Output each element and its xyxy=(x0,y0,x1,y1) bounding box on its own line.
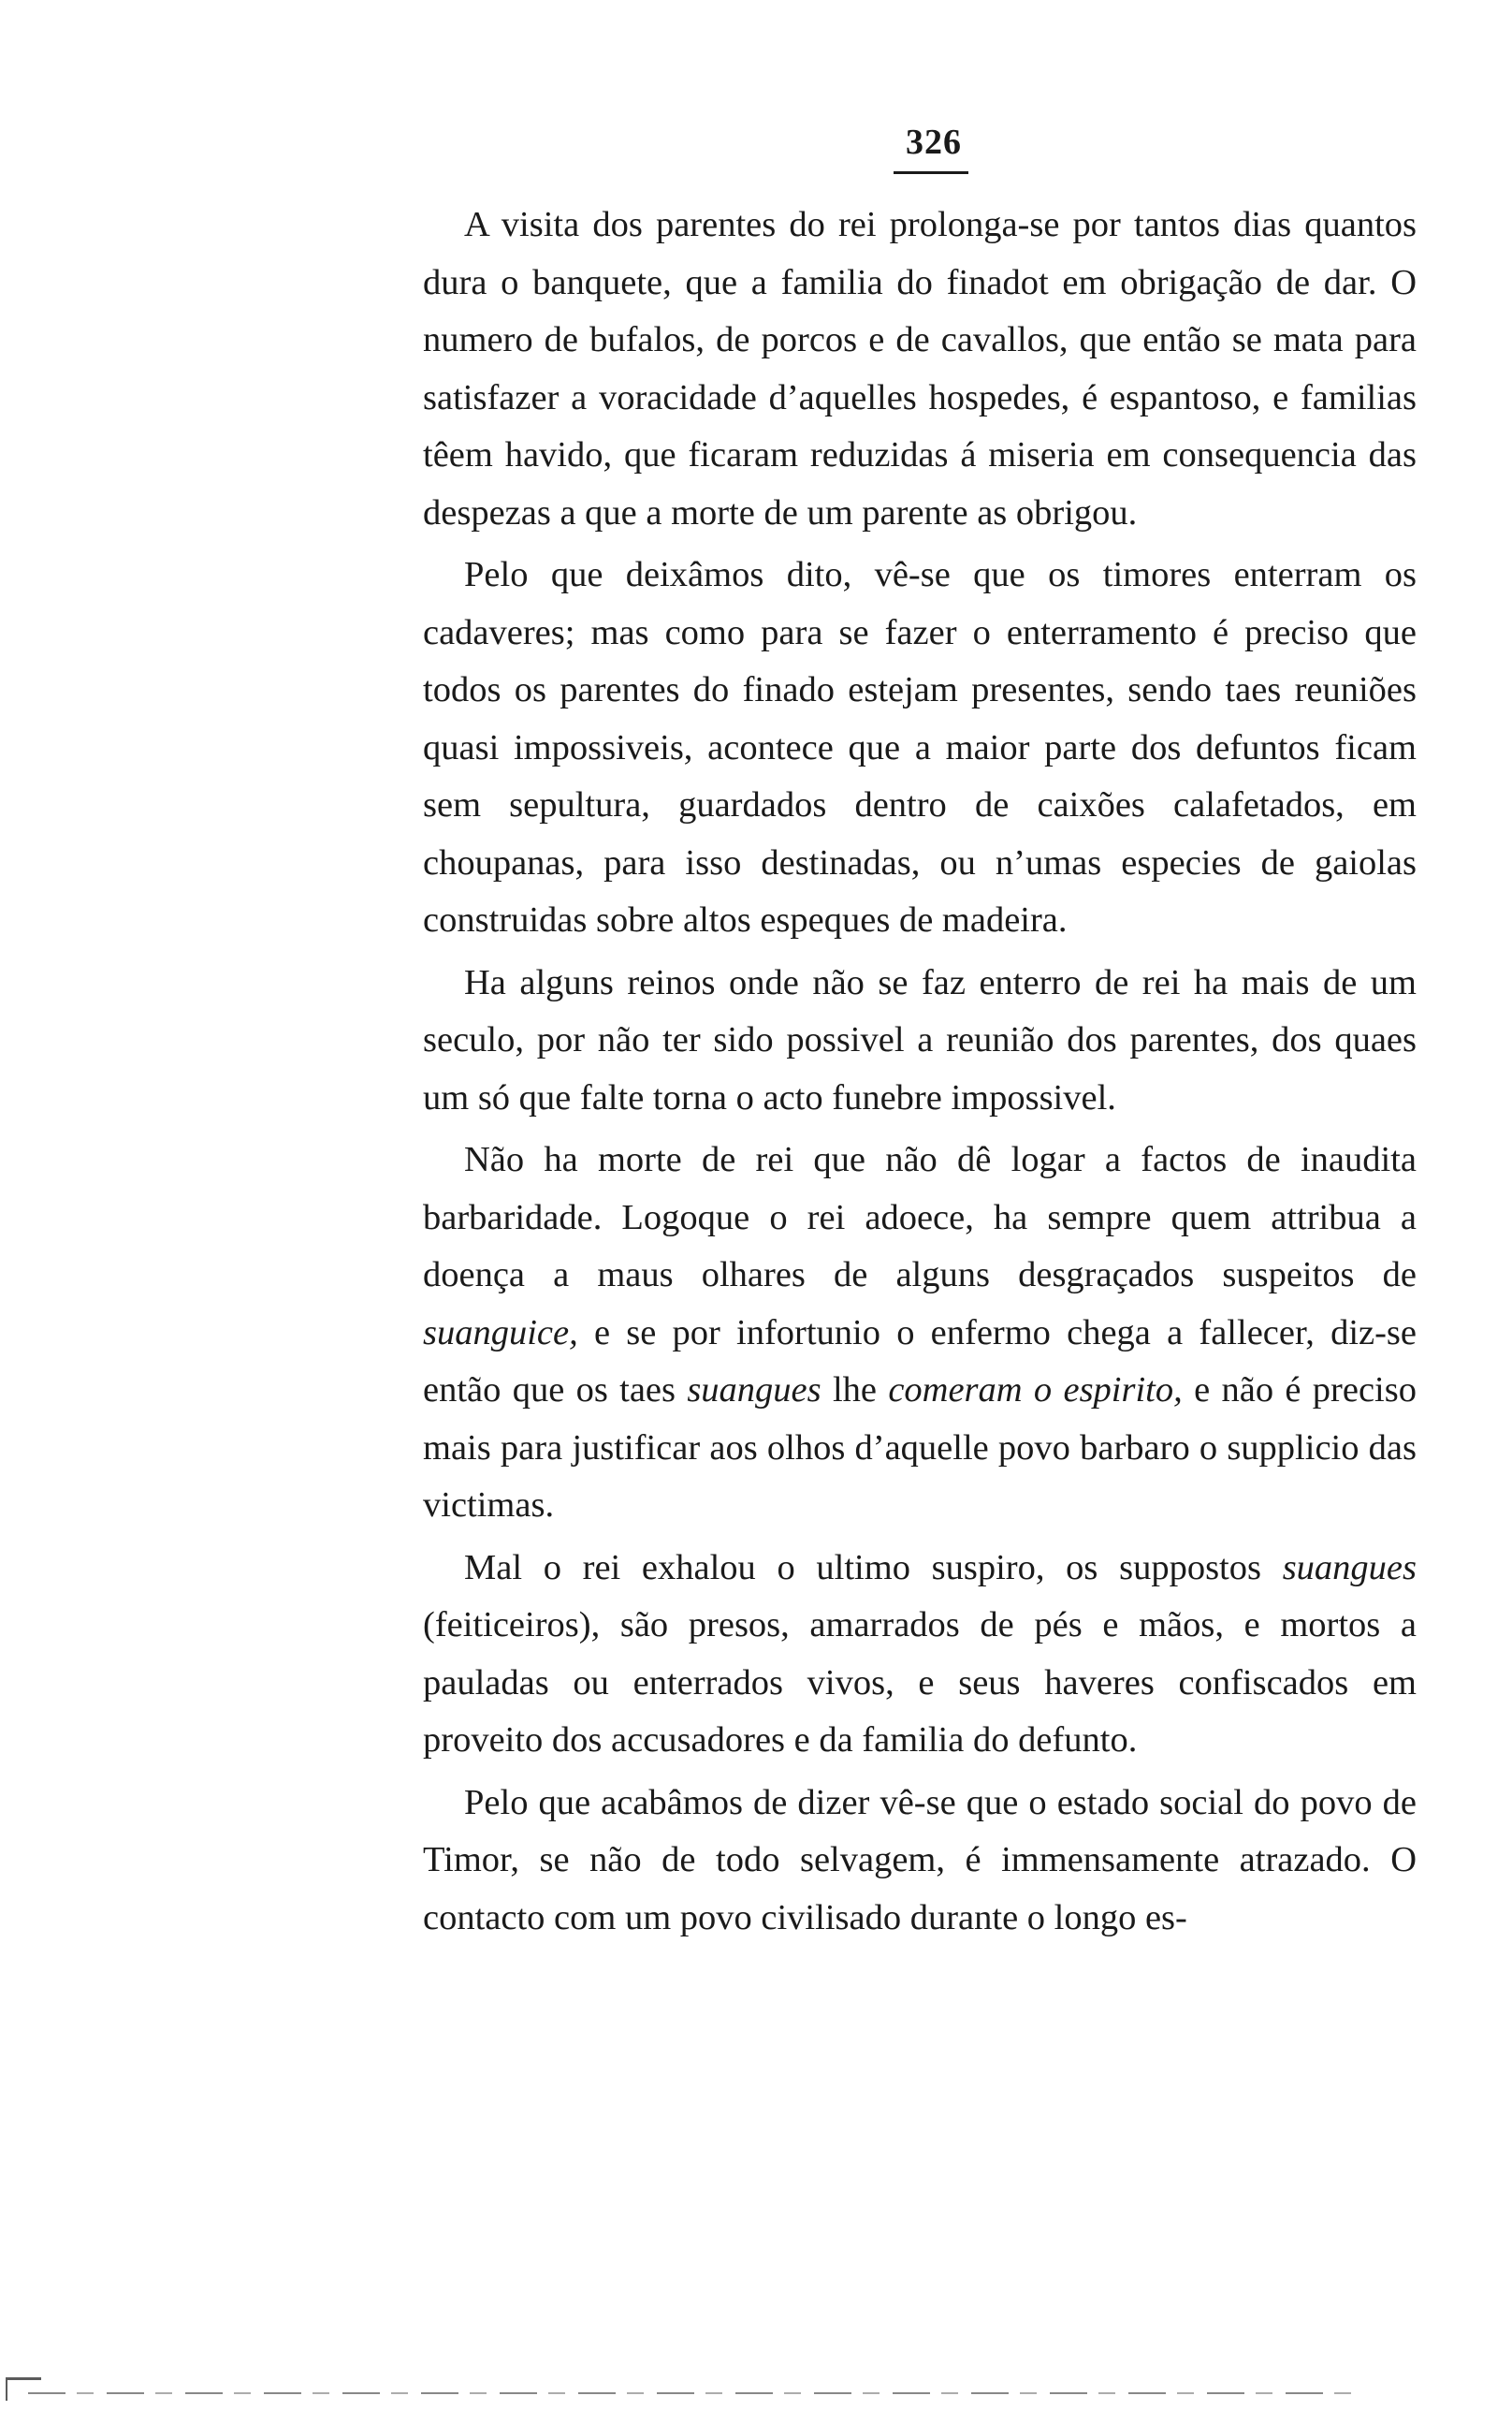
italic-term: suanguice, xyxy=(423,1312,578,1352)
text-run: Ha alguns reinos onde não se faz enterro de rei ha mais de um seculo, por não ter sido possivel a reunião dos parentes, dos quaes um só que falte torna o acto funebre impossivel. xyxy=(423,962,1417,1118)
page-number-rule xyxy=(894,171,968,174)
italic-term: suangues xyxy=(1282,1547,1417,1587)
scan-bottom-edge xyxy=(28,2392,1357,2394)
paragraph xyxy=(423,955,1417,1128)
text-run: Pelo que acabâmos de dizer vê-se que o estado social do povo de Timor, se não de todo selvagem, é immensamente atrazado. O contacto com um povo civilisado durante o longo es- xyxy=(423,1782,1417,1937)
paragraph xyxy=(423,197,1417,542)
text-run: Não ha morte de rei que não dê logar a factos de inaudita barbaridade. Logoque o rei adoece, ha sempre quem attribua a doença a maus olhares de alguns desgraçados suspeitos de xyxy=(423,1140,1417,1294)
text-run: e se por infortunio o enfermo chega a fallecer, diz-se então que os taes xyxy=(423,1312,1417,1410)
italic-term: comeram o espirito, xyxy=(888,1370,1183,1410)
body-text xyxy=(423,197,1417,1951)
text-run: lhe xyxy=(821,1370,889,1410)
page-number: 326 xyxy=(906,123,962,162)
italic-term: suangues xyxy=(687,1370,821,1410)
text-run: e não é preciso mais para justificar aos olhos d’aquelle povo barbaro o supplicio das victimas. xyxy=(423,1370,1417,1525)
paragraph xyxy=(423,1540,1417,1770)
paragraph xyxy=(423,547,1417,950)
scan-corner-mark xyxy=(6,2377,41,2401)
text-run: Mal o rei exhalou o ultimo suspiro, os suppostos xyxy=(464,1547,1283,1587)
paragraph xyxy=(423,1775,1417,1948)
text-run: Pelo que deixâmos dito, vê-se que os timores enterram os cadaveres; mas como para se fazer o enterramento é preciso que todos os parentes do finado estejam presentes, sendo taes reuniões quasi impossiveis, acontece que a maior parte dos defuntos ficam sem sepultura, guardados dentro de caixões calafetados, em choupanas, para isso destinadas, ou n’umas especies de gaiolas construidas sobre altos espeques de madeira. xyxy=(423,555,1417,940)
text-run: (feiticeiros), são presos, amarrados de pés e mãos, e mortos a pauladas ou enterrados vivos, e seus haveres confiscados em proveito dos accusadores e da familia do defunto. xyxy=(423,1605,1417,1760)
paragraph xyxy=(423,1132,1417,1535)
text-run: A visita dos parentes do rei prolonga-se por tantos dias quantos dura o banquete, que a familia do finadot em obrigação de dar. O numero de bufalos, de porcos e de cavallos, que então se mata para satisfazer a voracidade d’aquelles hospedes, é espantoso, e familias têem havido, que ficaram reduzidas á miseria em consequencia das despezas a que a morte de um parente as obrigou. xyxy=(423,205,1417,533)
